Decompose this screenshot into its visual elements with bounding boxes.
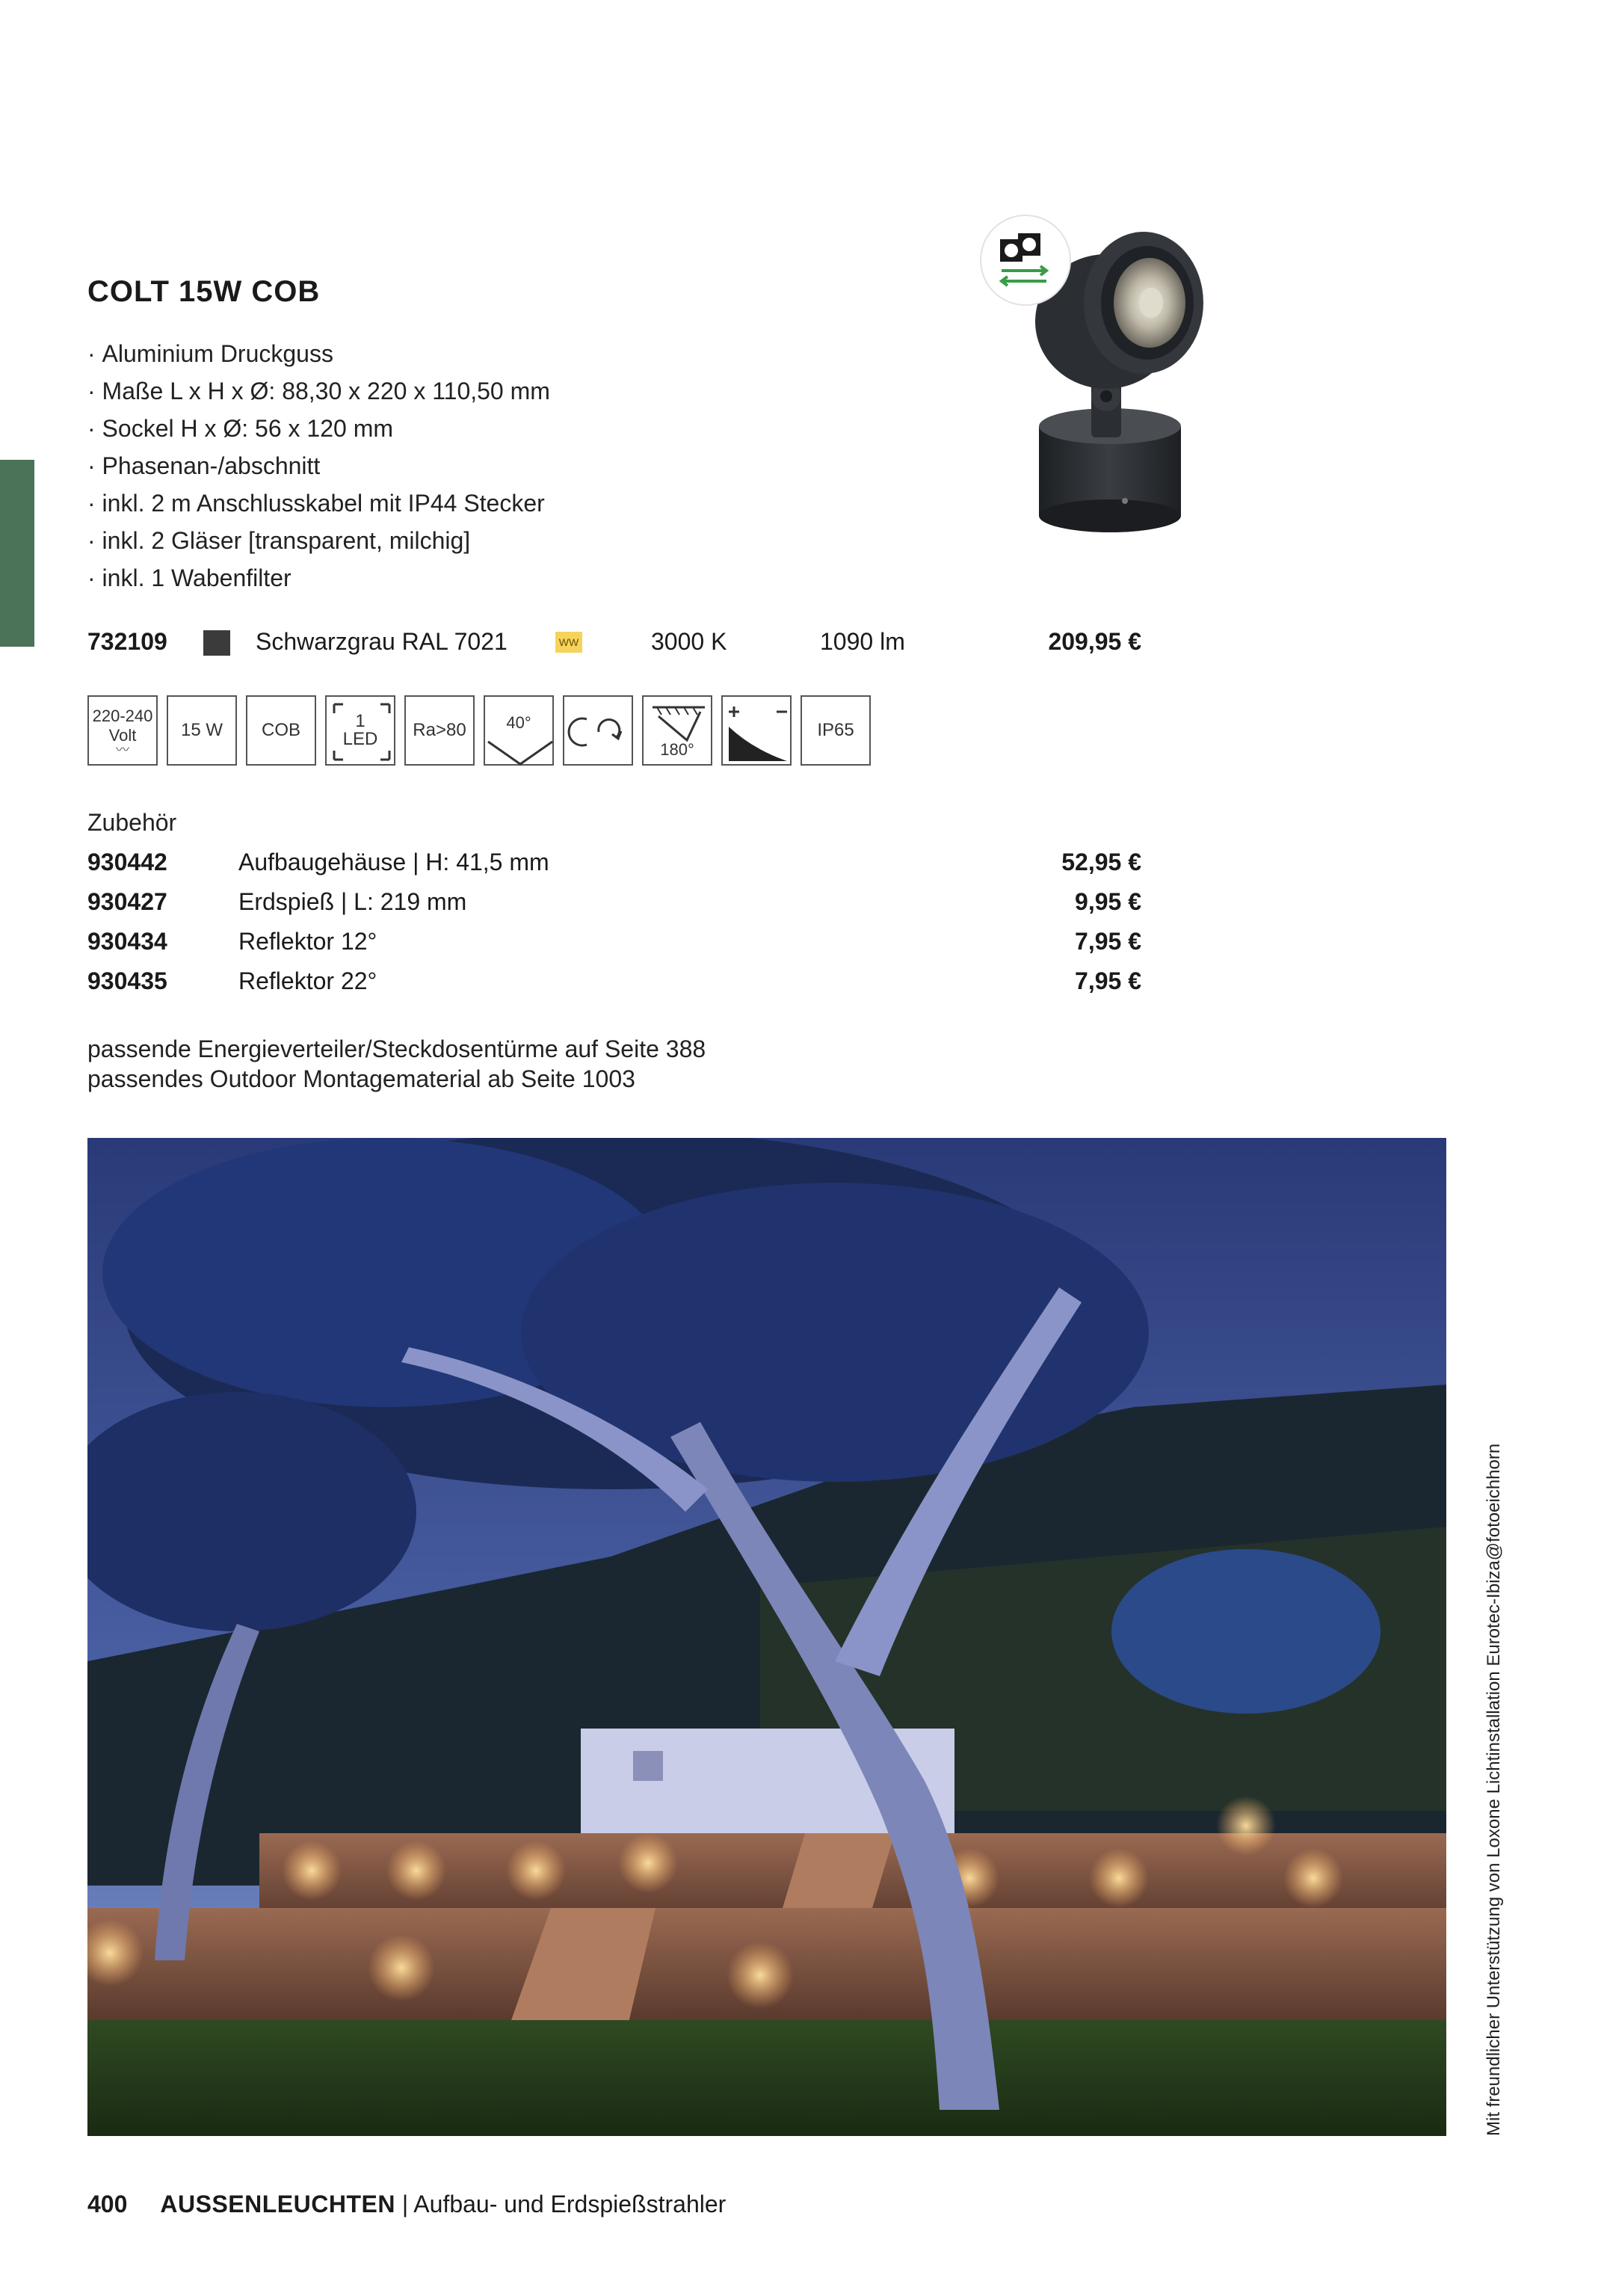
color-swatch [203,630,230,656]
variant-color-name: Schwarzgrau RAL 7021 [256,628,508,655]
variant-row [87,628,1141,658]
voltage-unit-label: Volt [108,726,137,745]
photo-credit: Mit freundlicher Unterstützung von Loxone Lichtinstallation Eurotec-Ibiza@fotoeichhorn [1484,1443,1504,2136]
cri-label: Ra>80 [413,720,466,740]
wattage-label: 15 W [180,720,223,740]
accessory-price: 9,95 € [1075,888,1141,915]
subsection-title: | Aufbau- und Erdspießstrahler [395,2191,727,2217]
accessory-article-number: 930434 [87,928,167,955]
accessory-name: Reflektor 12° [238,928,377,955]
beam-angle-icon [484,695,554,766]
rotate-icon [563,695,633,766]
accessory-row [87,967,1141,1000]
accessory-name: Erdspieß | L: 219 mm [238,888,467,915]
accessories-heading: Zubehör [87,809,177,836]
ip-rating-icon [801,695,871,766]
feature-item: · Phasenan-/abschnitt [87,447,550,484]
section-title: AUSSENLEUCHTEN [160,2191,395,2217]
variant-article-number: 732109 [87,628,167,655]
accessory-price: 7,95 € [1075,928,1141,955]
page-footer [87,2191,726,2218]
luminous-flux: 1090 lm [820,628,905,655]
page-number: 400 [87,2191,128,2217]
feature-item: · Sockel H x Ø: 56 x 120 mm [87,410,550,447]
cob-icon [246,695,316,766]
voltage-icon: 220-240 Volt 〰 [87,695,158,766]
wattage-icon [167,695,237,766]
ambience-photo [87,1138,1446,2136]
feature-item: · Aluminium Druckguss [87,335,550,372]
warm-white-badge: WW [555,632,582,653]
chapter-tab [0,460,34,647]
cob-label: COB [261,720,300,740]
ip-rating-label: IP65 [817,720,854,740]
variant-price: 209,95 € [1048,628,1141,655]
accessory-article-number: 930442 [87,849,167,875]
note-line: passende Energieverteiler/Steckdosentürme auf Seite 388 [87,1035,706,1062]
accessory-row [87,928,1141,961]
accessory-row [87,888,1141,921]
accessory-name: Reflektor 22° [238,967,377,994]
feature-list [87,335,550,597]
voltage-range-label: 220-240 [92,707,153,725]
tilt-label: 180° [660,740,694,759]
accessory-row [87,849,1141,881]
tilt-icon [642,695,712,766]
feature-item: · inkl. 2 m Anschlusskabel mit IP44 Stecker [87,484,550,522]
accessory-price: 7,95 € [1075,967,1141,994]
cri-icon [404,695,475,766]
dimmable-icon [721,695,792,766]
feature-item: · inkl. 2 Gläser [transparent, milchig] [87,522,550,559]
feature-item: · inkl. 1 Wabenfilter [87,559,550,597]
color-temperature: 3000 K [651,628,727,655]
beam-angle-label: 40° [506,713,531,732]
note-line: passendes Outdoor Montagematerial ab Seite 1003 [87,1065,635,1092]
led-unit-label: LED [342,729,378,749]
led-count-label: 1 [355,711,365,731]
accessory-article-number: 930435 [87,967,167,994]
accessory-price: 52,95 € [1061,849,1141,875]
cross-reference-notes [87,1034,706,1094]
product-image [972,209,1218,538]
feature-item: · Maße L x H x Ø: 88,30 x 220 x 110,50 mm [87,372,550,410]
product-title: COLT 15W COB [87,275,321,308]
accessory-name: Aufbaugehäuse | H: 41,5 mm [238,849,549,875]
led-count-icon [325,695,395,766]
accessory-article-number: 930427 [87,888,167,915]
